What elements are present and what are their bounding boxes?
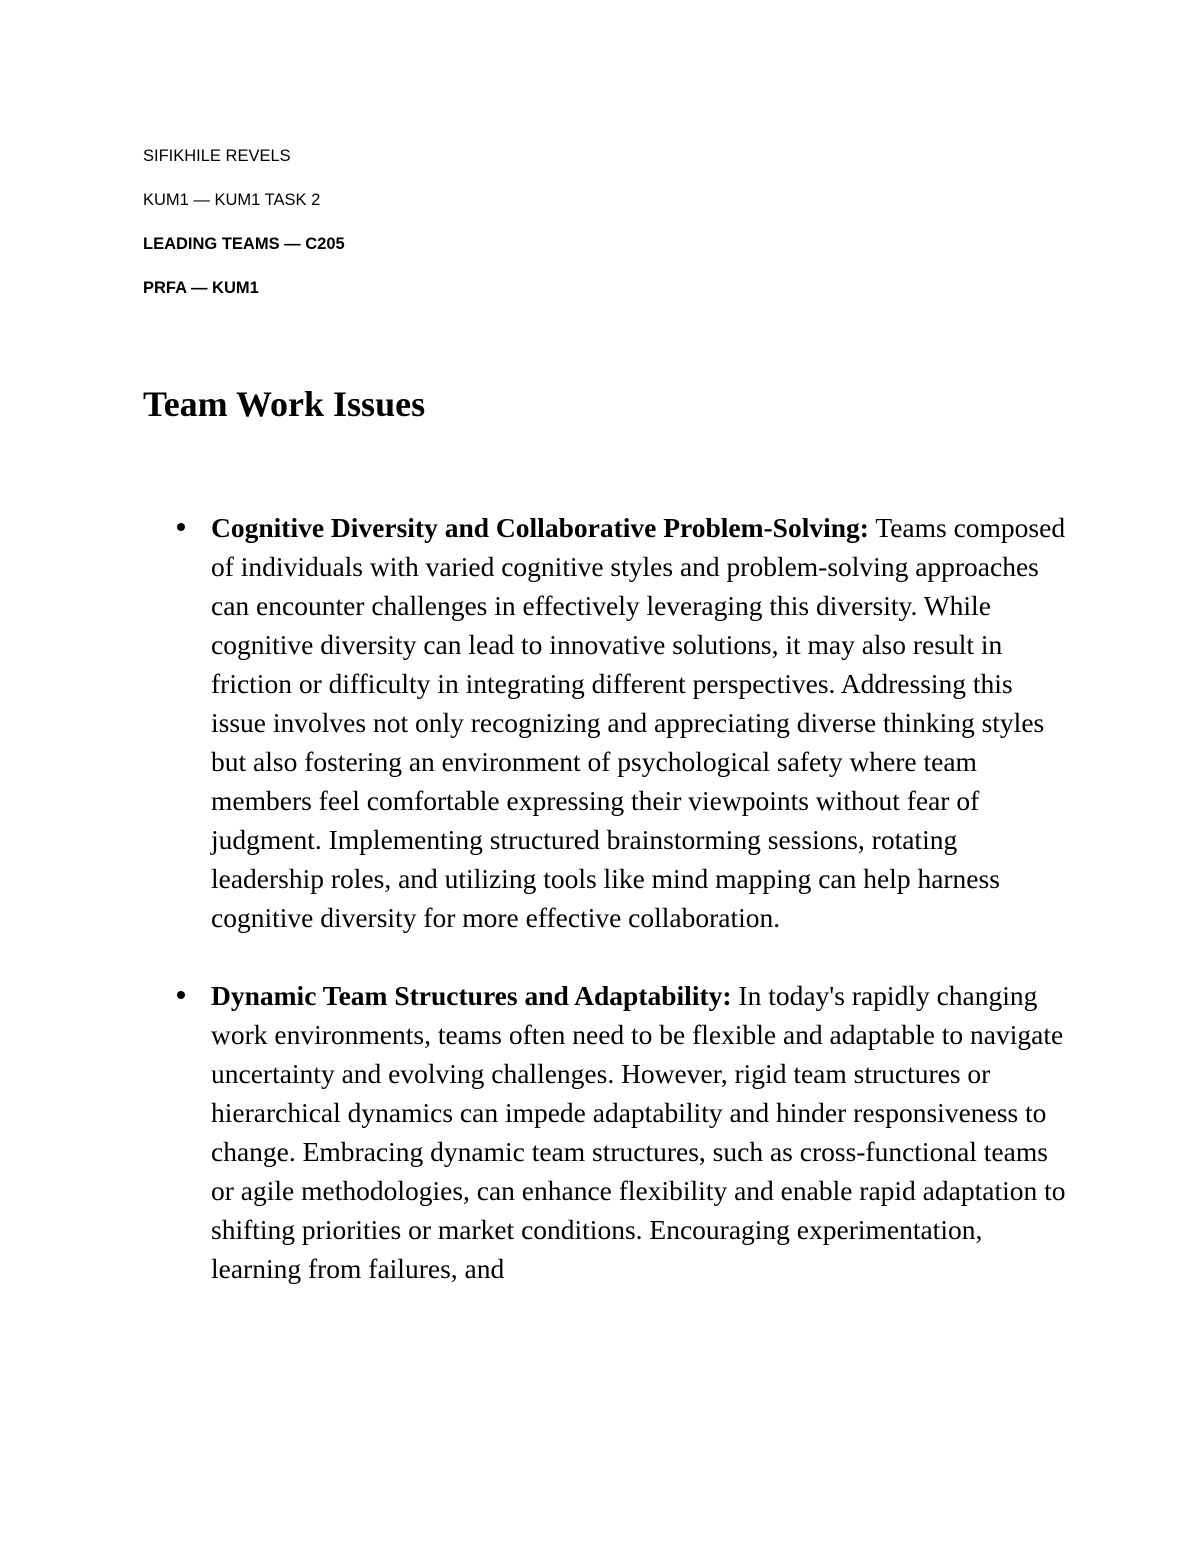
task-label: KUM1 — KUM1 TASK 2	[143, 191, 321, 209]
issues-list	[211, 508, 1071, 1327]
issue-body: In today's rapidly changing work environments, teams often need to be flexible and adaptable to navigate uncertainty and evolving challenges. However, rigid team structures or hierarchical dynamics can impede adaptability and hinder responsiveness to change. Embracing dynamic team structures, such as cross-functional teams or agile methodologies, can enhance flexibility and enable rapid adaptation to shifting priorities or market conditions. Encouraging experimentation, learning from failures, and	[211, 980, 1066, 1284]
issue-item-cognitive-diversity	[211, 508, 1071, 937]
issue-heading: Dynamic Team Structures and Adaptability:	[211, 980, 732, 1011]
program-label: PRFA — KUM1	[143, 279, 259, 297]
course-label: LEADING TEAMS — C205	[143, 235, 345, 253]
issue-body: Teams composed of individuals with varied cognitive styles and problem-solving approaches can encounter challenges in effectively leveraging this diversity. While cognitive diversity can lead to innovative solutions, it may also result in friction or difficulty in integrating different perspectives. Addressing this issue involves not only recognizing and appreciating diverse thinking styles but also fostering an environment of psychological safety where team members feel comfortable expressing their viewpoints without fear of judgment. Implementing structured brainstorming sessions, rotating leadership roles, and utilizing tools like mind mapping can help harness cognitive diversity for more effective collaboration.	[211, 512, 1066, 933]
issue-item-dynamic-structures	[211, 976, 1071, 1288]
document-title: Team Work Issues	[143, 384, 426, 424]
document-header	[143, 145, 345, 321]
bullet-icon	[177, 523, 185, 531]
author-name: SIFIKHILE REVELS	[143, 147, 291, 165]
bullet-icon	[177, 991, 185, 999]
issue-heading: Cognitive Diversity and Collaborative Problem-Solving:	[211, 512, 869, 543]
